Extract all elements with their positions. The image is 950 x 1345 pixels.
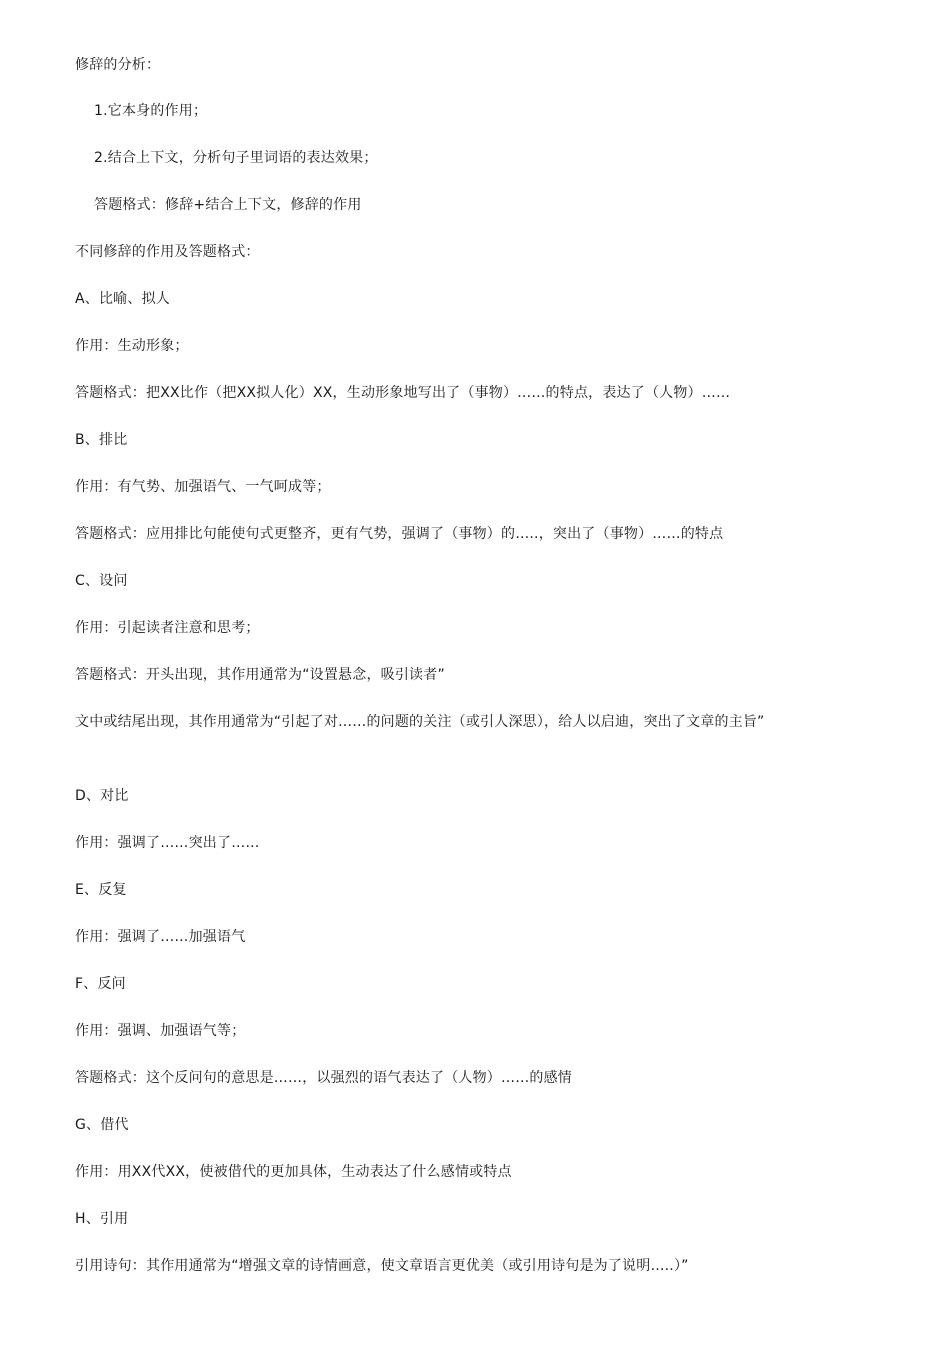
heading-h-quotation: H、引用	[75, 1211, 129, 1227]
heading-f-rhetorical-question: F、反问	[75, 976, 126, 992]
effect-a: 作用：生动形象；	[75, 338, 189, 354]
heading-d-contrast: D、对比	[75, 788, 129, 804]
section-heading-rhetoric-analysis: 修辞的分析：	[75, 57, 161, 73]
answer-format-c-continued: 文中或结尾出现，其作用通常为“引起了对……的问题的关注（或引人深思），给人以启迪，突出了文章的主旨”	[75, 714, 765, 730]
answer-format-f: 答题格式：这个反问句的意思是……，以强烈的语气表达了（人物）……的感情	[75, 1070, 572, 1086]
effect-c: 作用：引起读者注意和思考；	[75, 620, 260, 636]
answer-format-a: 答题格式：把XX比作（把XX拟人化）XX，生动形象地写出了（事物）……的特点，表达了（人物）……	[75, 385, 731, 401]
effect-f: 作用：强调、加强语气等；	[75, 1023, 246, 1039]
effect-h-quote-poem: 引用诗句：其作用通常为“增强文章的诗情画意，使文章语言更优美（或引用诗句是为了说明…..）”	[75, 1258, 689, 1274]
answer-format-b: 答题格式：应用排比句能使句式更整齐，更有气势，强调了（事物）的…..，突出了（事物）……的特点	[75, 526, 724, 542]
effect-b: 作用：有气势、加强语气、一气呵成等；	[75, 479, 331, 495]
effect-g: 作用：用XX代XX，使被借代的更加具体，生动表达了什么感情或特点	[75, 1164, 512, 1180]
point-2: 2.结合上下文，分析句子里词语的表达效果；	[94, 150, 378, 166]
answer-format-general: 答题格式：修辞+结合上下文，修辞的作用	[94, 197, 362, 213]
heading-c-rhetorical-question: C、设问	[75, 573, 128, 589]
point-1: 1.它本身的作用；	[94, 103, 208, 119]
heading-e-repetition: E、反复	[75, 882, 127, 898]
section-heading-different-rhetoric: 不同修辞的作用及答题格式：	[75, 244, 260, 260]
heading-a-metaphor-personification: A、比喻、拟人	[75, 291, 170, 307]
heading-b-parallelism: B、排比	[75, 432, 128, 448]
effect-e: 作用：强调了……加强语气	[75, 929, 246, 945]
answer-format-c: 答题格式：开头出现，其作用通常为“设置悬念，吸引读者”	[75, 667, 445, 683]
heading-g-metonymy: G、借代	[75, 1117, 129, 1133]
effect-d: 作用：强调了……突出了……	[75, 835, 260, 851]
